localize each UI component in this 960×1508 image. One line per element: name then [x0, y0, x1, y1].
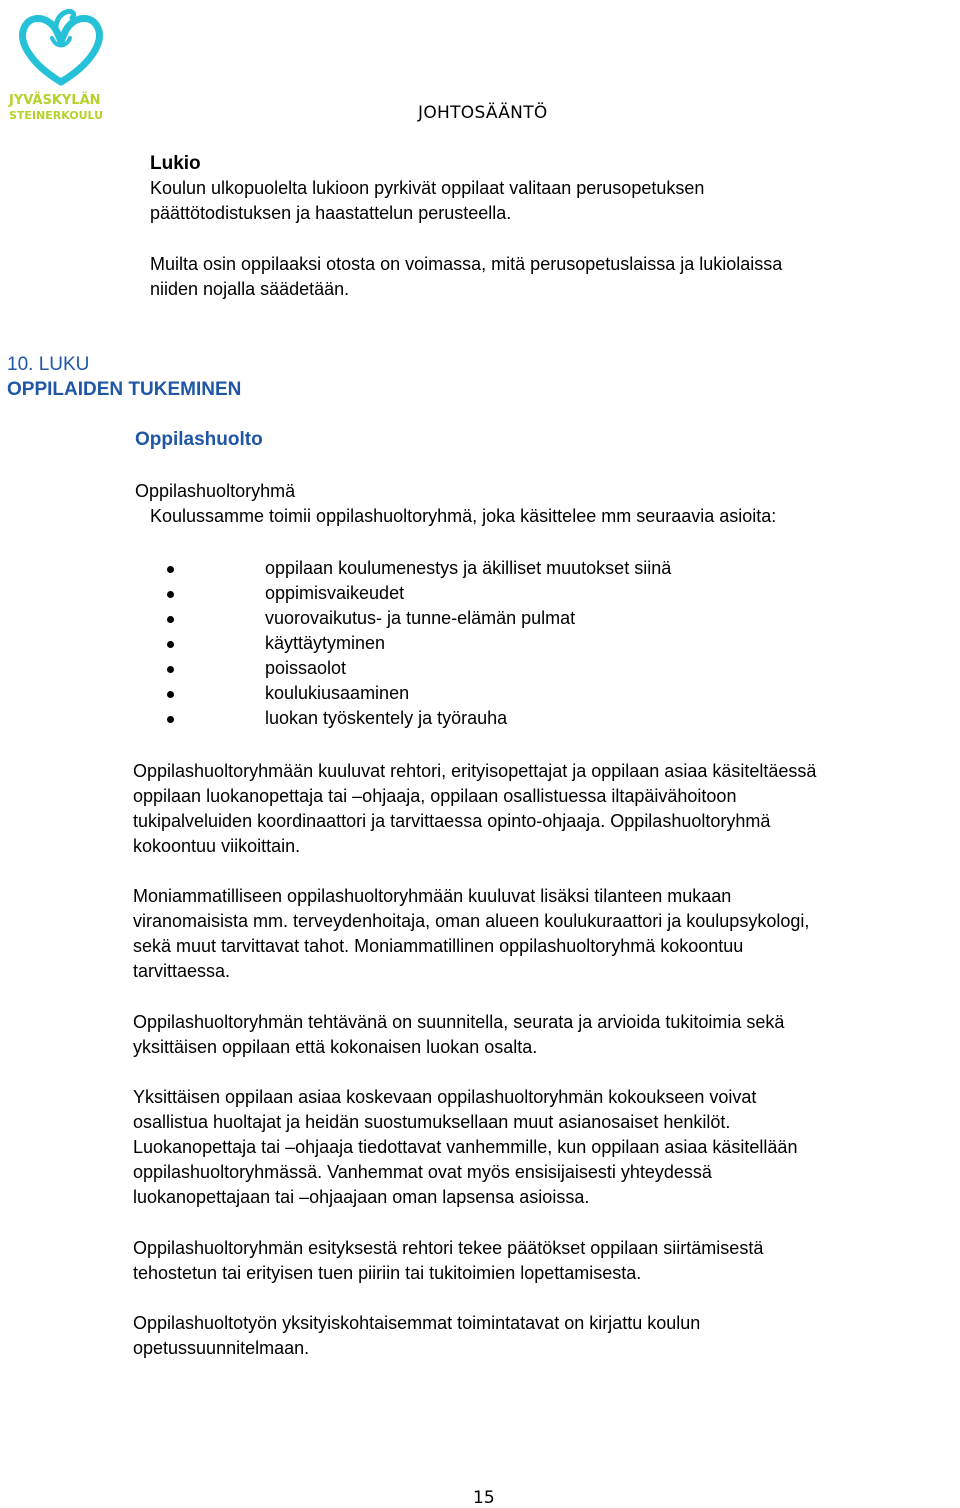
paragraph-line: tukipalveluiden koordinaattori ja tarvittaessa opinto-ohjaaja. Oppilashuoltoryhmä [133, 811, 771, 831]
list-item: oppilaan koulumenestys ja äkilliset muutokset siinä [167, 556, 671, 581]
paragraph-line: kokoontuu viikoittain. [133, 836, 301, 856]
paragraph-line: yksittäisen oppilaan että kokonaisen luokan osalta. [133, 1037, 538, 1057]
section-heading-lukio: Lukio [150, 153, 201, 174]
chapter-number: 10. LUKU [7, 354, 90, 375]
paragraph-line: tehostetun tai erityisen tuen piiriin tai tukitoimien lopettamisesta. [133, 1263, 642, 1283]
logo-emblem-icon [6, 4, 116, 122]
paragraph-line: Yksittäisen oppilaan asiaa koskevaan oppilashuoltoryhmän kokoukseen voivat [133, 1087, 757, 1107]
paragraph-line: tarvittaessa. [133, 961, 231, 981]
bullet-icon [167, 666, 174, 673]
school-logo [6, 4, 116, 122]
paragraph-line: viranomaisista mm. terveydenhoitaja, oman alueen koulukuraattori ja koulupsykologi, [133, 911, 810, 931]
paragraph-line: oppilashuoltoryhmässä. Vanhemmat ovat myös ensisijaisesti yhteydessä [133, 1162, 712, 1182]
paragraph-line: luokanopettajaan tai –ohjaajaan oman lapsensa asioissa. [133, 1187, 590, 1207]
lukio-paragraph-1-line-1: Koulun ulkopuolelta lukioon pyrkivät oppilaat valitaan perusopetuksen [150, 178, 705, 198]
paragraph-line: oppilaan luokanopettaja tai –ohjaaja, oppilaan osallistuessa iltapäivähoitoon [133, 786, 737, 806]
document-title: JOHTOSÄÄNTÖ [418, 103, 548, 123]
subsection-title: Oppilashuoltoryhmä [135, 481, 296, 501]
svg-text:JYVÄSKYLÄN: JYVÄSKYLÄN [9, 93, 101, 108]
intro-text: Koulussamme toimii oppilashuoltoryhmä, joka käsittelee mm seuraavia asioita: [150, 506, 777, 526]
bullet-icon [167, 591, 174, 598]
chapter-title: OPPILAIDEN TUKEMINEN [7, 379, 242, 400]
lukio-paragraph-2-line-1: Muilta osin oppilaaksi otosta on voimassa, mitä perusopetuslaissa ja lukiolaissa [150, 254, 783, 274]
paragraph-line: Oppilashuoltoryhmään kuuluvat rehtori, erityisopettajat ja oppilaan asiaa käsiteltäessä [133, 761, 817, 781]
list-item: koulukiusaaminen [167, 681, 671, 706]
paragraph-line: opetussuunnitelmaan. [133, 1338, 310, 1358]
paragraph-line: Oppilashuoltoryhmän esityksestä rehtori tekee päätökset oppilaan siirtämisestä [133, 1238, 764, 1258]
bullet-icon [167, 691, 174, 698]
list-item: poissaolot [167, 656, 671, 681]
paragraph-line: osallistua huoltajat ja heidän suostumuksellaan muut asianosaiset henkilöt. [133, 1112, 731, 1132]
paragraph-line: sekä muut tarvittavat tahot. Moniammatillinen oppilashuoltoryhmä kokoontuu [133, 936, 744, 956]
svg-text:STEINERKOULU: STEINERKOULU [9, 109, 104, 122]
bullet-icon [167, 641, 174, 648]
bullet-icon [167, 616, 174, 623]
bullet-icon [167, 566, 174, 573]
section-title-oppilashuolto: Oppilashuolto [135, 429, 263, 450]
paragraph-line: Oppilashuoltoryhmän tehtävänä on suunnitella, seurata ja arvioida tukitoimia sekä [133, 1012, 785, 1032]
lukio-paragraph-2-line-2: niiden nojalla säädetään. [150, 279, 350, 299]
paragraph-line: Oppilashuoltotyön yksityiskohtaisemmat toimintatavat on kirjattu koulun [133, 1313, 701, 1333]
paragraph-line: Luokanopettaja tai –ohjaaja tiedottavat vanhemmille, kun oppilaan asiaa käsitellään [133, 1137, 798, 1157]
topics-list [167, 556, 671, 731]
list-item: vuorovaikutus- ja tunne-elämän pulmat [167, 606, 671, 631]
page-number: 15 [473, 1488, 495, 1508]
list-item: käyttäytyminen [167, 631, 671, 656]
list-item: oppimisvaikeudet [167, 581, 671, 606]
bullet-icon [167, 716, 174, 723]
lukio-paragraph-1-line-2: päättötodistuksen ja haastattelun perusteella. [150, 203, 512, 223]
list-item: luokan työskentely ja työrauha [167, 706, 671, 731]
paragraph-line: Moniammatilliseen oppilashuoltoryhmään kuuluvat lisäksi tilanteen mukaan [133, 886, 732, 906]
